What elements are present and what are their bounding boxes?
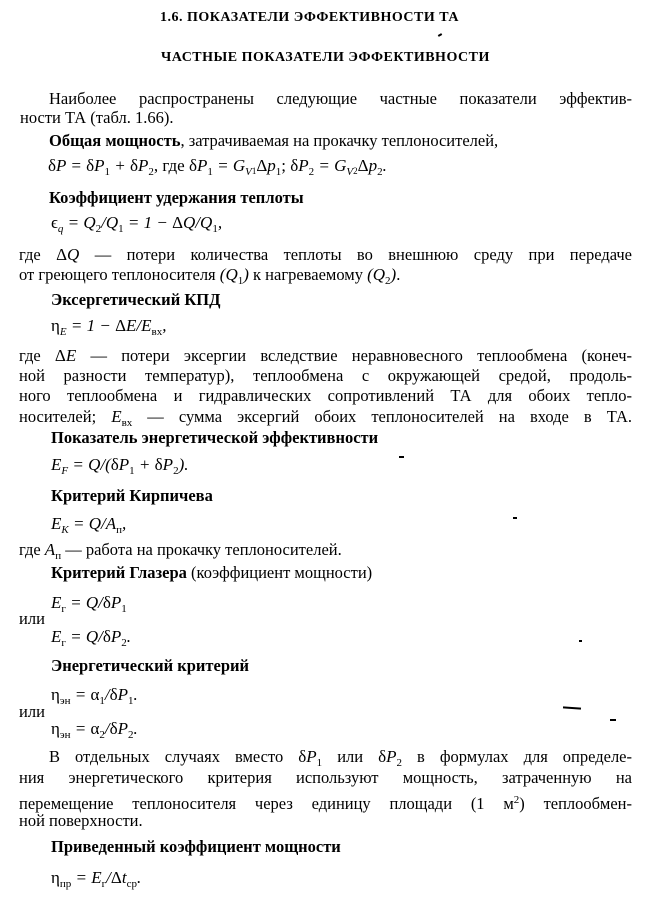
reduced-sub-g: г (101, 878, 107, 890)
exergy-where-4: носителей; $E_{вх}$ — сумма эксергий обоих теплоносителей на входе в ТА. (19, 407, 633, 429)
glaser-sub-2: г (61, 637, 66, 649)
glaser-equation-1: $E_г = Q/\delta P_1$ (51, 593, 127, 615)
kirpichev-where: где $A_п$ — работа на прокачку теплоносителей. (19, 540, 342, 562)
energetic-or: или (19, 702, 45, 721)
energetic-title: Энергетический критерий (51, 656, 250, 675)
kirpichev-where-post: — работа на прокачку теплоносителей. (61, 540, 342, 559)
retention-where-1: где ΔQ — потери количества теплоты во внешнюю среду при передаче (19, 245, 632, 264)
intro-line-1: Наиболее распространены следующие частные показатели эффектив- (49, 89, 632, 108)
glaser-or: или (19, 609, 45, 628)
reduced-sub-pr: пр (59, 878, 72, 890)
energetic-note-1-mid: или (337, 747, 364, 766)
glaser-heading (51, 563, 372, 583)
energetic-note-4: ной поверхности. (19, 811, 143, 830)
retention-equation: $\epsilon_q = Q_2/Q_1 = 1 - \Delta Q/Q_1$, (51, 213, 223, 235)
energetic-note-1-post: в формулах для определе- (417, 747, 633, 766)
energetic-note-2: ния энергетического критерия используют мощность, затраченную на (19, 768, 632, 787)
glaser-sub-1: г (61, 603, 66, 615)
energetic-sub-1: эн (59, 695, 71, 707)
exergy-where-4-sub: вх (121, 417, 133, 429)
energetic-sub-2: эн (59, 729, 71, 741)
energetic-equation-1: $\eta_{эн} = \alpha_1/\delta P_1$. (51, 685, 138, 707)
exergy-sub-vx: вх (151, 326, 163, 338)
retention-where-post: — потери количества теплоты во внешнюю среду при передаче (79, 245, 632, 264)
scan-speck (563, 706, 581, 709)
energy-eff-title: Показатель энергетической эффективности (51, 428, 379, 447)
exergy-where-1: где ΔE — потери эксергии вследствие неравновесного теплообмена (конеч- (19, 346, 633, 365)
kirpichev-where-sub: п (55, 550, 62, 562)
exergy-where-post: — потери эксергии вследствие неравновесного теплообмена (конеч- (76, 346, 633, 365)
energetic-equation-2: $\eta_{эн} = \alpha_2/\delta P_2$. (51, 719, 138, 741)
energy-eff-equation: $E_F = Q/(\delta P_1 + \delta P_2)$. (51, 455, 189, 477)
glaser-equation-2: $E_г = Q/\delta P_2$. (51, 627, 132, 649)
glaser-title-rest: (коэффициент мощности) (186, 563, 373, 582)
energetic-note-3-pre: перемещение теплоносителя через единицу площади (1 м (19, 794, 514, 813)
power-title: Общая мощность (49, 131, 181, 150)
exergy-where-4-pre: носителей; (19, 407, 97, 426)
section-heading: 1.6. ПОКАЗАТЕЛИ ЭФФЕКТИВНОСТИ ТА (160, 10, 459, 25)
retention-title: Коэффициент удержания теплоты (49, 188, 304, 207)
intro-line-2: ности ТА (табл. 1.66). (20, 108, 174, 127)
energetic-note-1: В отдельных случаях вместо $\delta P_1$ или $\delta P_2$ в формулах для определе- (49, 747, 633, 769)
power-equation: $\delta P = \delta P_1 + \delta P_2$, где $\delta P_1 = G_V1\Delta p_1$; $\delta P_2 = G_V2\Delta p_2$. (48, 156, 387, 178)
retention-where-2b: к нагреваемому (253, 265, 363, 284)
exergy-equation: $\eta_E = 1 - \Delta E/E_{вх}$, (51, 316, 167, 338)
glaser-title: Критерий Глазера (51, 563, 187, 582)
scan-speck (610, 719, 616, 721)
energetic-note-1-pre: В отдельных случаях вместо (49, 747, 284, 766)
kirpichev-equation: $E_K = Q/A_п$, (51, 514, 127, 536)
reduced-title: Приведенный коэффициент мощности (51, 837, 341, 856)
reduced-equation: $\eta_{пр} = E_г/\Delta t_{ср}$. (51, 868, 142, 890)
exergy-where-pre: где (19, 346, 41, 365)
exergy-title: Эксергетический КПД (51, 290, 221, 309)
retention-where-pre: где (19, 245, 41, 264)
retention-where-2a: от греющего теплоносителя (19, 265, 216, 284)
scan-speck (399, 456, 404, 458)
kirpichev-where-pre: где (19, 540, 41, 559)
retention-where-2-end: . (396, 265, 401, 284)
subsection-heading: ЧАСТНЫЕ ПОКАЗАТЕЛИ ЭФФЕКТИВНОСТИ (161, 50, 490, 65)
reduced-sub-sr: ср (126, 878, 137, 890)
kirpichev-sub-p: п (116, 524, 122, 536)
scan-speck (579, 640, 582, 642)
power-title-rest: , затрачиваемая на прокачку теплоносителей, (180, 131, 499, 150)
exergy-where-2: ной разности температур), теплообмена с окружающей средой, продоль- (19, 366, 632, 385)
exergy-where-4-post: — сумма эксергий обоих теплоносителей на входе в ТА. (132, 407, 633, 426)
power-sep: ; (281, 156, 287, 175)
scan-speck (438, 33, 442, 37)
exergy-where-3: ного теплообмена и гидравлических сопротивлений ТА для обоих тепло- (19, 386, 632, 405)
power-where: , где (153, 156, 185, 175)
retention-where-2: от греющего теплоносителя $(Q_1)$ к нагреваемому $(Q_2)$. (19, 265, 401, 287)
kirpichev-title: Критерий Кирпичева (51, 486, 213, 505)
energetic-note-3-post: ) теплообмен- (519, 794, 632, 813)
energetic-note-3-sup: 2 (513, 794, 520, 806)
power-heading (49, 131, 498, 151)
scan-speck (513, 517, 517, 519)
